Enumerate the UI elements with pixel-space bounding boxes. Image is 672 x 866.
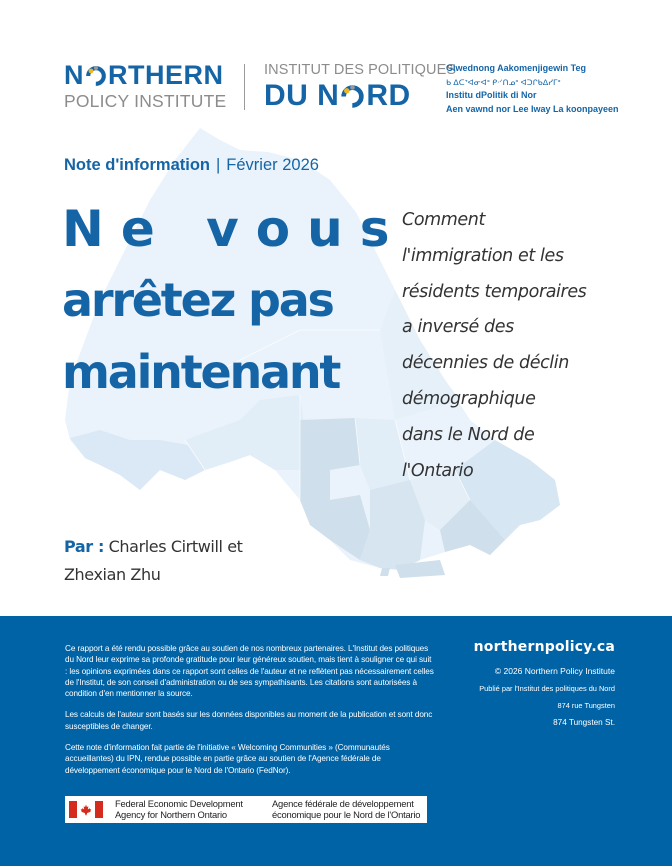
disclaimer-paragraph: Ce rapport a été rendu possible grâce au soutien de nos nombreux partenaires. L'Institut des politiques du Nord leur exprime sa profonde gratitude pour leur généreux soutien, mais tient à souligner ce qui suit : les opinions exprimées dans ce rapport sont celles de l'auteur et ne reflètent pas nécessairement celles de l'Institut, de son conseil d'administration ou de ses sympathisants. Les citations sont autorisées à condition d'en mentionner la source. bbox=[65, 644, 434, 699]
subtitle-line: l'immigration et les bbox=[402, 245, 564, 266]
document-type: Note d'information bbox=[64, 156, 210, 174]
northern-policy-institute-logo: N RTHERN POLICY INSTITUTE bbox=[64, 60, 227, 111]
fednor-name-french: Agence fédérale de développement économique pour le Nord de l'Ontario bbox=[272, 798, 421, 820]
title-line-1: Ne vous bbox=[62, 200, 407, 258]
by-label: Par : bbox=[64, 537, 104, 556]
separator: | bbox=[216, 156, 221, 174]
logo-o-ring-icon bbox=[340, 84, 365, 109]
subtitle-line: a inversé des bbox=[402, 317, 514, 338]
legal-disclaimer bbox=[65, 643, 435, 786]
disclaimer-paragraph: Cette note d'information fait partie de l'initiative « Welcoming Communities » (Communautés accueillantes) du IPN, rendue possible en partie grâce au soutien de l'Agence fédérale de développement économique pour le Nord de l'Ontario (FedNor). bbox=[65, 743, 390, 775]
institut-politiques-du-nord-logo: INSTITUT DES POLITIQUES DU N RD bbox=[264, 62, 457, 112]
subtitle-line: démographique bbox=[402, 388, 536, 409]
indigenous-name-ojibwe: Giwednong Aakomenjigewin Teg bbox=[446, 63, 587, 73]
publisher-info bbox=[474, 639, 615, 727]
canada-flag-icon bbox=[69, 801, 103, 818]
authors bbox=[64, 533, 243, 589]
subtitle-line: dans le Nord de bbox=[402, 424, 535, 445]
subtitle-line: l'Ontario bbox=[402, 460, 474, 481]
indigenous-name-michif: Aen vawnd nor Lee Iway La koonpayeen bbox=[446, 103, 619, 114]
author-names-line-2: Zhexian Zhu bbox=[64, 565, 161, 584]
website-link[interactable]: northernpolicy.ca bbox=[473, 639, 615, 655]
subtitle-line: décennies de déclin bbox=[402, 353, 569, 374]
title-line-3: maintenant bbox=[62, 345, 340, 399]
publication-date: Février 2026 bbox=[226, 156, 319, 174]
published-by: Publié par l'Institut des politiques du Nord bbox=[479, 684, 615, 693]
logo-o-ring-icon bbox=[85, 65, 107, 87]
indigenous-language-names bbox=[446, 62, 619, 116]
maple-leaf-icon bbox=[80, 804, 92, 816]
title-line-2: arrêtez pas bbox=[62, 273, 333, 327]
indigenous-name-syllabics: ᑲ ᐃᑕᕀᐊᓂᐊᐣ ᑭᐧᐟᑎᓄᐣ ᐊᑐᒋᑲᐃᓯᒥᐣ bbox=[446, 77, 561, 87]
footer bbox=[0, 616, 672, 866]
copyright: © 2026 Northern Policy Institute bbox=[494, 666, 615, 676]
document-type-and-date bbox=[64, 156, 319, 175]
indigenous-name-michif-fr: Institu dPolitik di Nor bbox=[446, 90, 537, 100]
disclaimer-paragraph: Les calculs de l'auteur sont basés sur les données disponibles au moment de la publication et sont donc susceptibles de changer. bbox=[65, 710, 433, 731]
fednor-name-english: Federal Economic Development Agency for Northern Ontario bbox=[115, 798, 243, 820]
fednor-banner bbox=[65, 796, 427, 823]
address-english: 874 Tungsten St. bbox=[553, 718, 615, 727]
subtitle-line: résidents temporaires bbox=[402, 281, 587, 302]
logo-divider bbox=[244, 64, 245, 110]
page-title bbox=[62, 198, 407, 402]
address-french: 874 rue Tungsten bbox=[557, 701, 615, 710]
subtitle bbox=[402, 203, 632, 489]
author-names-line-1: Charles Cirtwill et bbox=[108, 537, 243, 556]
subtitle-line: Comment bbox=[402, 210, 485, 230]
